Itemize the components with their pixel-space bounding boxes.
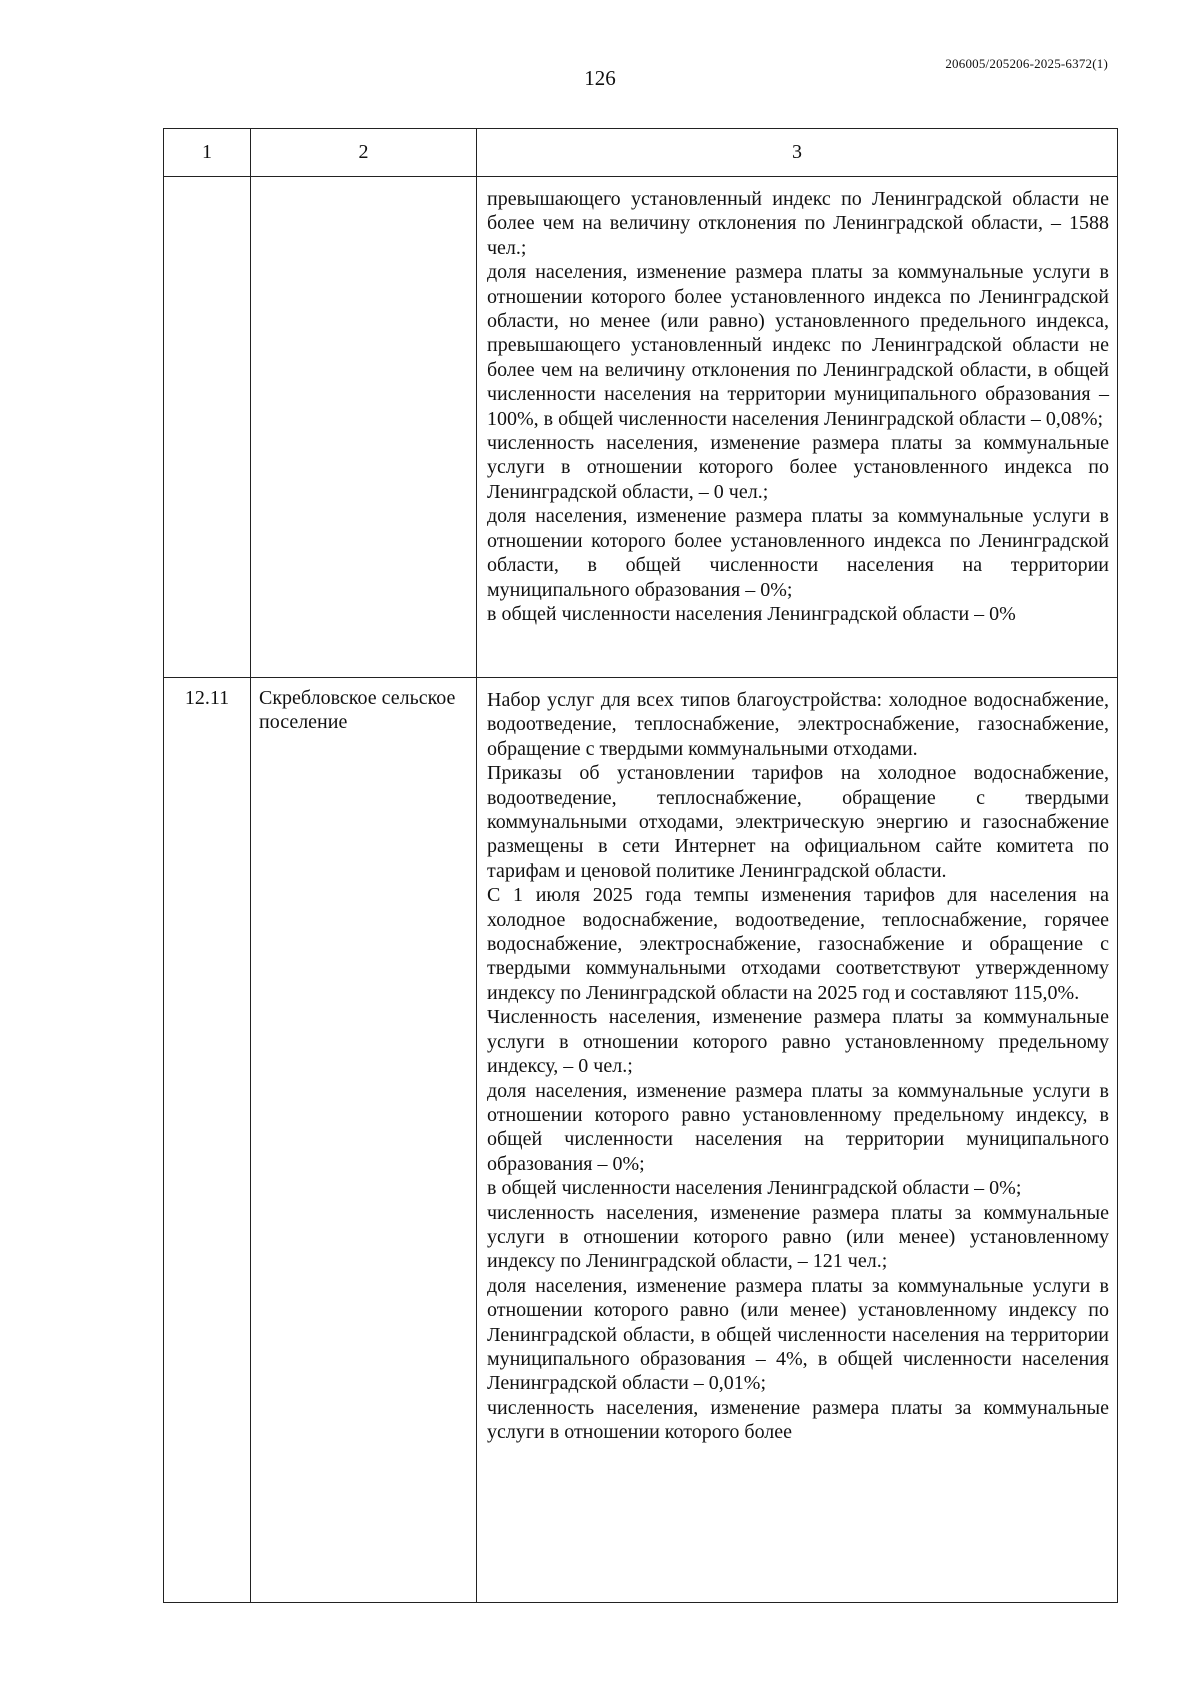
paragraph: доля населения, изменение размера платы за коммунальные услуги в отношении которого более установленного индекса по Ленинградской области, но менее (или равно) установленного предельного индекса, превышающего установленный индекс по Ленинградской области не более чем на величину отклонения по Ленинградской области, в общей численности населения на территории муниципального образования – 100%, в общей численности населения Ленинградской области – 0,08%; [487, 261, 1109, 430]
row-description [477, 678, 1118, 1603]
paragraph: доля населения, изменение размера платы за коммунальные услуги в отношении которого равно установленному предельному индексу, в общей численности населения на территории муниципального образования – 0%; [487, 1079, 1109, 1175]
row-name: Скребловское сельское поселение [251, 678, 477, 1603]
column-header-3: 3 [477, 129, 1118, 177]
row-description [477, 177, 1118, 678]
row-number [164, 177, 251, 678]
paragraph: С 1 июля 2025 года темпы изменения тарифов для населения на холодное водоснабжение, водоотведение, теплоснабжение, горячее водоснабжение, электроснабжение, газоснабжение и обращение с твердыми коммунальными отходами соответствуют утвержденному индексу по Ленинградской области на 2025 год и составляют 115,0%. [487, 884, 1109, 1004]
column-header-2: 2 [251, 129, 477, 177]
paragraph: в общей численности населения Ленинградской области – 0%; [487, 1177, 1022, 1200]
row-number: 12.11 [164, 678, 251, 1603]
table-row-continued [164, 177, 1118, 678]
table-row-12-11 [164, 678, 1118, 1603]
paragraph: численность населения, изменение размера платы за коммунальные услуги в отношении которого более [487, 1396, 1109, 1444]
paragraph: численность населения, изменение размера платы за коммунальные услуги в отношении которого равно (или менее) установленному индексу по Ленинградской области, – 121 чел.; [487, 1201, 1109, 1273]
paragraph: доля населения, изменение размера платы за коммунальные услуги в отношении которого более установленного индекса по Ленинградской области, в общей численности населения на территории муниципального образования – 0%; [487, 505, 1109, 601]
row-name [251, 177, 477, 678]
paragraph: Приказы об установлении тарифов на холодное водоснабжение, водоотведение, теплоснабжение, обращение с твердыми коммунальными отходами, электрическую энергию и газоснабжение размещены в сети Интернет на официальном сайте комитета по тарифам и ценовой политике Ленинградской области. [487, 762, 1109, 882]
paragraph: Набор услуг для всех типов благоустройства: холодное водоснабжение, водоотведение, теплоснабжение, электроснабжение, газоснабжение, обращение с твердыми коммунальными отходами. [487, 689, 1109, 760]
column-header-1: 1 [164, 129, 251, 177]
paragraph: доля населения, изменение размера платы за коммунальные услуги в отношении которого равно (или менее) установленному индексу по Ленинградской области, в общей численности населения на территории муниципального образования – 4%, в общей численности населения Ленинградской области – 0,01%; [487, 1274, 1109, 1395]
document-code: 206005/205206-2025-6372(1) [945, 56, 1108, 71]
paragraph: численность населения, изменение размера платы за коммунальные услуги в отношении которого более установленного индекса по Ленинградской области, – 0 чел.; [487, 432, 1109, 503]
data-table [163, 128, 1118, 1603]
paragraph: в общей численности населения Ленинградской области – 0% [487, 602, 1016, 625]
table-header-row [164, 129, 1118, 177]
paragraph: Численность населения, изменение размера платы за коммунальные услуги в отношении которого равно установленному предельному индексу, – 0 чел.; [487, 1006, 1109, 1078]
paragraph: превышающего установленный индекс по Ленинградской области не более чем на величину отклонения по Ленинградской области, – 1588 чел.; [487, 188, 1109, 259]
page-number: 126 [584, 66, 616, 90]
